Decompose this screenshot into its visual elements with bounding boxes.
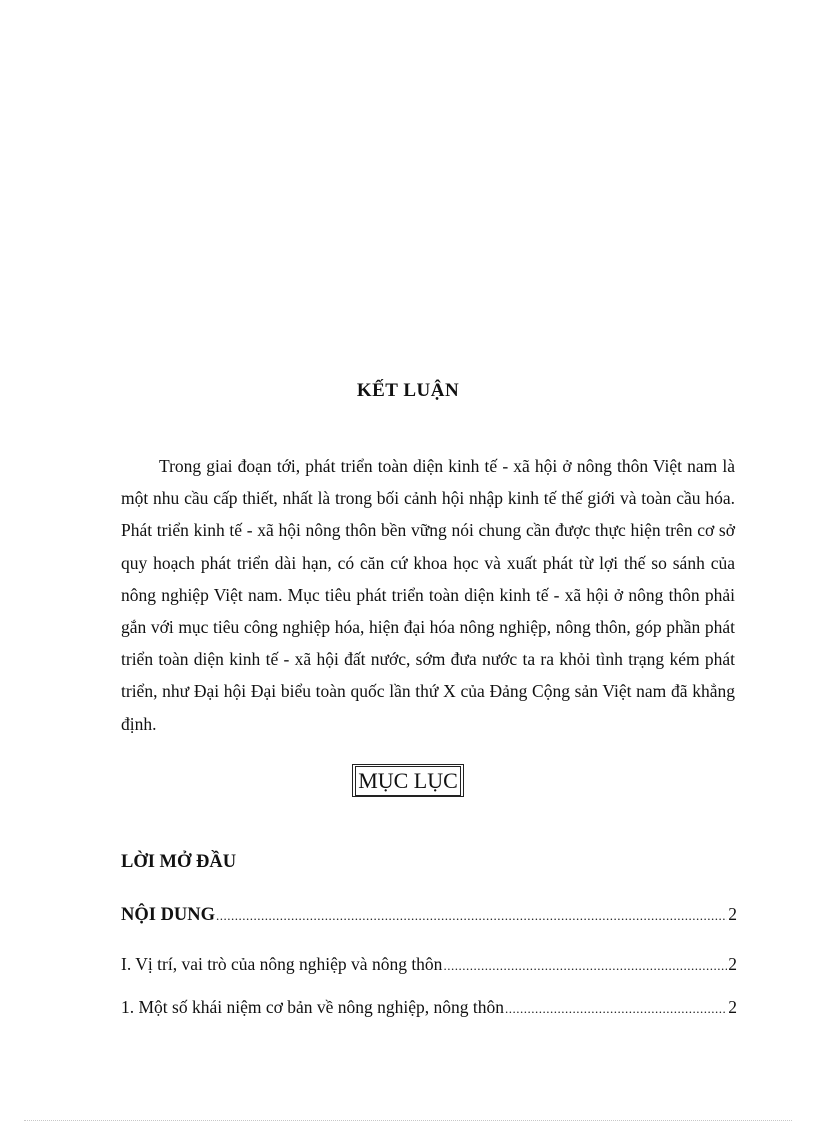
toc-entry-page: 2: [728, 904, 737, 924]
conclusion-heading: KẾT LUẬN: [356, 380, 460, 401]
toc-intro-label: LỜI MỞ ĐẦU: [121, 852, 237, 872]
toc-entry: [121, 904, 737, 926]
toc-entry-label: NỘI DUNG: [121, 905, 216, 925]
page-bottom-divider: [24, 1120, 792, 1121]
toc-title-container: [0, 764, 816, 797]
toc-title-box: [352, 764, 464, 797]
toc-leader-dots: [505, 1001, 727, 1017]
toc-entry-label: 1. Một số khái niệm cơ bản về nông nghiệp, nông thôn: [121, 997, 505, 1017]
toc-entry-label: I. Vị trí, vai trò của nông nghiệp và nông thôn: [121, 954, 443, 974]
toc-entry: [121, 997, 737, 1018]
toc-intro: [121, 852, 737, 873]
toc-leader-dots: [216, 908, 727, 924]
toc-entry: [121, 954, 737, 975]
conclusion-paragraph: Trong giai đoạn tới, phát triển toàn diện kinh tế - xã hội ở nông thôn Việt nam là một nhu cầu cấp thiết, nhất là trong bối cảnh hội nhập kinh tế thế giới và toàn cầu hóa. Phát triển kinh tế - xã hội nông thôn bền vững nói chung cần được thực hiện trên cơ sở quy hoạch phát triển dài hạn, có căn cứ khoa học và xuất phát từ lợi thế so sánh của nông nghiệp Việt nam. Mục tiêu phát triển toàn diện kinh tế - xã hội ở nông thôn phải gắn với mục tiêu công nghiệp hóa, hiện đại hóa nông nghiệp, nông thôn, góp phần phát triển toàn diện kinh tế - xã hội đất nước, sớm đưa nước ta ra khỏi tình trạng kém phát triển, như Đại hội Đại biểu toàn quốc lần thứ X của Đảng Cộng sản Việt nam đã khẳng định.: [121, 456, 735, 734]
toc-entry-page: 2: [728, 997, 737, 1017]
toc-leader-dots: [443, 958, 727, 974]
toc-entry-page: 2: [728, 954, 737, 974]
toc-title: MỤC LỤC: [355, 766, 461, 796]
